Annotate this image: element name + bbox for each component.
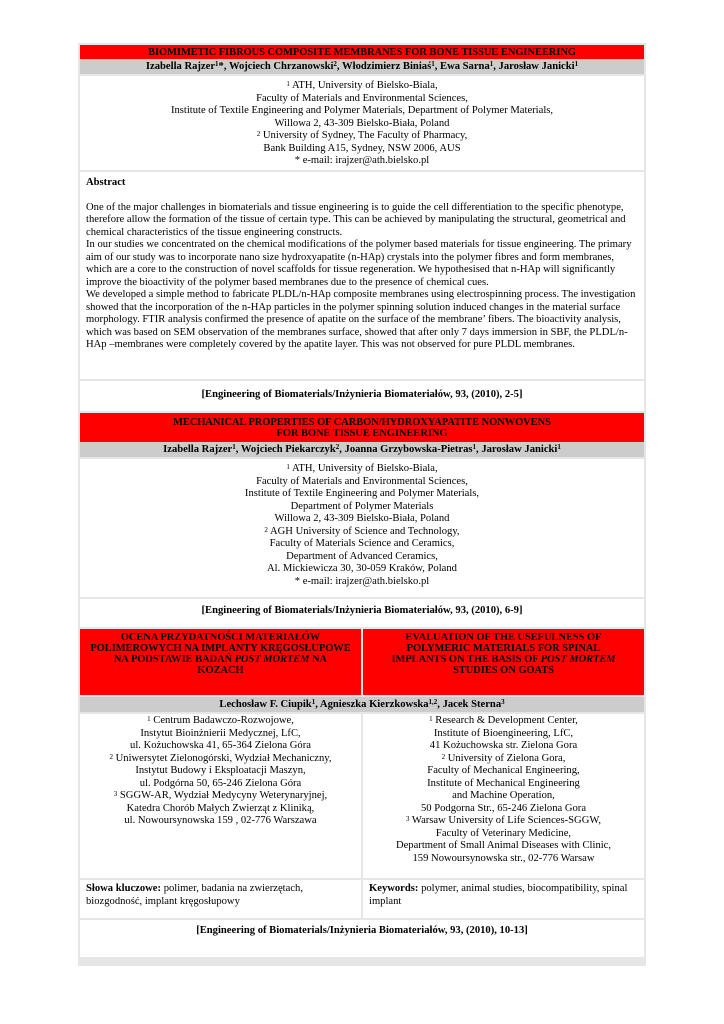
- affiliation-line: Institute of Bioengineering, LfC,: [433, 727, 574, 739]
- affiliation-line: Institute of Textile Engineering and Polymer Materials,: [244, 488, 480, 499]
- affiliation-line: * e-mail: irajzer@ath.bielsko.pl: [294, 155, 430, 166]
- article1-title: BIOMIMETIC FIBROUS COMPOSITE MEMBRANES FOR BONE TISSUE ENGINEERING: [80, 45, 644, 59]
- article2-affiliations: [80, 459, 644, 597]
- affiliation-line: Faculty of Veterinary Medicine,: [435, 827, 572, 839]
- affiliation-line: ul. Kożuchowska 41, 65-364 Zielona Góra: [130, 740, 311, 751]
- affiliation-line: Willowa 2, 43-309 Bielsko-Biała, Poland: [274, 117, 450, 129]
- article3-keywords-en: Keywords: polymer, animal studies, biocompatibility, spinal implant: [363, 880, 644, 918]
- affiliation-line: $^1$ ATH, University of Bielsko-Biala,: [286, 80, 438, 91]
- article1-abstract: [80, 172, 644, 379]
- affiliation-line: Bank Building A15, Sydney, NSW 2006, AUS: [263, 142, 461, 154]
- affiliation-line: ul. Nowoursynowska 159 , 02-776 Warszawa: [124, 815, 317, 826]
- article3-title-row: [80, 629, 644, 695]
- affiliation-line: Katedra Chorób Małych Zwierząt z Kliniką,: [126, 802, 315, 814]
- affiliation-line: * e-mail: irajzer@ath.bielsko.pl: [294, 575, 430, 587]
- article1-reference: [Engineering of Biomaterials/Inżynieria Biomateriałów, 93, (2010), 2-5]: [80, 381, 644, 411]
- affiliation-line: 41 Kożuchowska str. Zielona Gora: [429, 740, 578, 751]
- affiliation-line: Department of Polymer Materials: [290, 500, 434, 512]
- affiliation-line: and Machine Operation,: [452, 790, 555, 801]
- affiliation-line: Instytut Budowy i Eksploatacji Maszyn,: [135, 765, 306, 776]
- affiliation-line: Faculty of Materials Science and Ceramics,: [269, 538, 455, 549]
- abstract-paragraph: One of the major challenges in biomaterials and tissue engineering is to guide the cell differentiation to the specific phenotype, therefore allow the formation of the tissue of certain type. This can be achieved by manipulating the structural, geometrical and chemical characteristics of the tissue engineering constructs.: [86, 201, 626, 238]
- affiliation-line: Department of Small Animal Diseases with Clinic,: [395, 840, 612, 851]
- article2-authors: Izabella Rajzer$^1$, Wojciech Piekarczyk$^2$, Joanna Grzybowska-Pietras$^1$, Jarosław Janicki$^1$: [80, 442, 644, 457]
- affiliation-line: Al. Mickiewicza 30, 30-059 Kraków, Poland: [267, 563, 457, 574]
- article2-reference: [Engineering of Biomaterials/Inżynieria Biomateriałów, 93, (2010), 6-9]: [80, 599, 644, 627]
- article3-keywords-pl: Słowa kluczowe: polimer, badania na zwierzętach, biozgodność, implant kręgosłupowy: [80, 880, 361, 918]
- affiliation-line: $^1$ Research & Development Center,: [429, 715, 578, 726]
- article1-affiliations: [80, 76, 644, 170]
- affiliation-line: $^1$ ATH, University of Bielsko-Biala,: [286, 463, 438, 474]
- affiliation-line: $^2$ Uniwersytet Zielonogórski, Wydział Mechaniczny,: [109, 752, 332, 764]
- article3-affiliations-row: [80, 714, 644, 878]
- affiliation-line: $^3$ SGGW-AR, Wydział Medycyny Weterynaryjnej,: [113, 790, 328, 801]
- affiliation-line: Faculty of Mechanical Engineering,: [427, 765, 580, 776]
- affiliation-line: Willowa 2, 43-309 Bielsko-Biała, Poland: [274, 513, 450, 524]
- affiliation-line: Faculty of Materials and Environmental Sciences,: [256, 475, 468, 487]
- affiliation-line: ul. Podgórna 50, 65-246 Zielona Góra: [139, 777, 302, 789]
- affiliation-line: Faculty of Materials and Environmental Sciences,: [256, 92, 468, 104]
- abstract-paragraph: We developed a simple method to fabricate PLDL/n-HAp composite membranes using electrospinning process. The investigation showed that the incorporation of the n-HAp particles in the polymer spinning solution induced changes in the material surface morphology. FTIR analysis confirmed the presence of apatite on the surface of the membrane’ fibers. The bioactivity analysis, which was based on SEM observation of the membranes surface, showed that after only 7 days immersion in SBF, the PLDL/n-HAp –membranes were completely covered by the apatite layer. This was not observed for pure PLDL membranes.: [86, 289, 636, 350]
- article3-title-pl: OCENA PRZYDATNOŚCI MATERIAŁÓW POLIMEROWYCH NA IMPLANTY KRĘGOSŁUPOWE NA PODSTAWIE BADAŃ POST MORTEM NA KOZACH: [80, 629, 361, 695]
- affiliation-line: Institute of Mechanical Engineering: [427, 777, 580, 789]
- affiliation-line: 159 Nowoursynowska str., 02-776 Warsaw: [412, 852, 595, 864]
- affiliation-line: $^3$ Warsaw University of Life Sciences-SGGW,: [405, 815, 602, 826]
- affiliation-line: Instytut Bioinżnierii Medycznej, LfC,: [140, 727, 301, 739]
- affiliation-line: Institute of Textile Engineering and Polymer Materials, Department of Polymer Materials,: [170, 105, 554, 116]
- article3-keywords-row: [80, 880, 644, 918]
- article3-affiliations-pl: [80, 714, 361, 878]
- affiliation-line: 50 Podgorna Str., 65-246 Zielona Gora: [420, 802, 587, 814]
- article3-reference: [Engineering of Biomaterials/Inżynieria Biomateriałów, 93, (2010), 10-13]: [80, 920, 644, 957]
- affiliation-line: $^2$ University of Sydney, The Faculty of Pharmacy,: [256, 130, 468, 141]
- affiliation-line: Department of Advanced Ceramics,: [286, 550, 438, 562]
- affiliation-line: $^2$ AGH University of Science and Technology,: [264, 525, 460, 537]
- abstract-paragraph: In our studies we concentrated on the chemical modifications of the polymer based materials for tissue engineering. The primary aim of our study was to incorporate nano size hydroxyapatite (n-HAp) crystals into the polymer fibres and form membranes, which are a core to the construction of novel scaffolds for tissue regeneration. We hypothesised that n-HAp will significantly improve the bioactivity of the polymer based membranes due to the presence of chemical cues.: [86, 239, 632, 288]
- abstract-heading: Abstract: [86, 177, 126, 188]
- article2-title: MECHANICAL PROPERTIES OF CARBON/HYDROXYAPATITE NONWOVENS FOR BONE TISSUE ENGINEERING: [80, 413, 644, 442]
- affiliation-line: $^2$ University of Zielona Gora,: [441, 752, 566, 764]
- affiliation-line: $^1$ Centrum Badawczo-Rozwojowe,: [147, 715, 294, 726]
- article3-authors: Lechosław F. Ciupik$^1$, Agnieszka Kierzkowska$^{1,2}$, Jacek Sterna$^3$: [80, 697, 644, 712]
- article3-affiliations-en: [363, 714, 644, 878]
- article1-authors: Izabella Rajzer$^1$*, Wojciech Chrzanowski$^2$, Włodzimierz Biniaś$^1$, Ewa Sarna$^1$, Jarosław Janicki$^1$: [80, 59, 644, 74]
- document-page: [78, 43, 646, 966]
- article3-title-en: EVALUATION OF THE USEFULNESS OF POLYMERIC MATERIALS FOR SPINAL IMPLANTS ON THE BASIS OF POST MORTEM STUDIES ON GOATS: [363, 629, 644, 695]
